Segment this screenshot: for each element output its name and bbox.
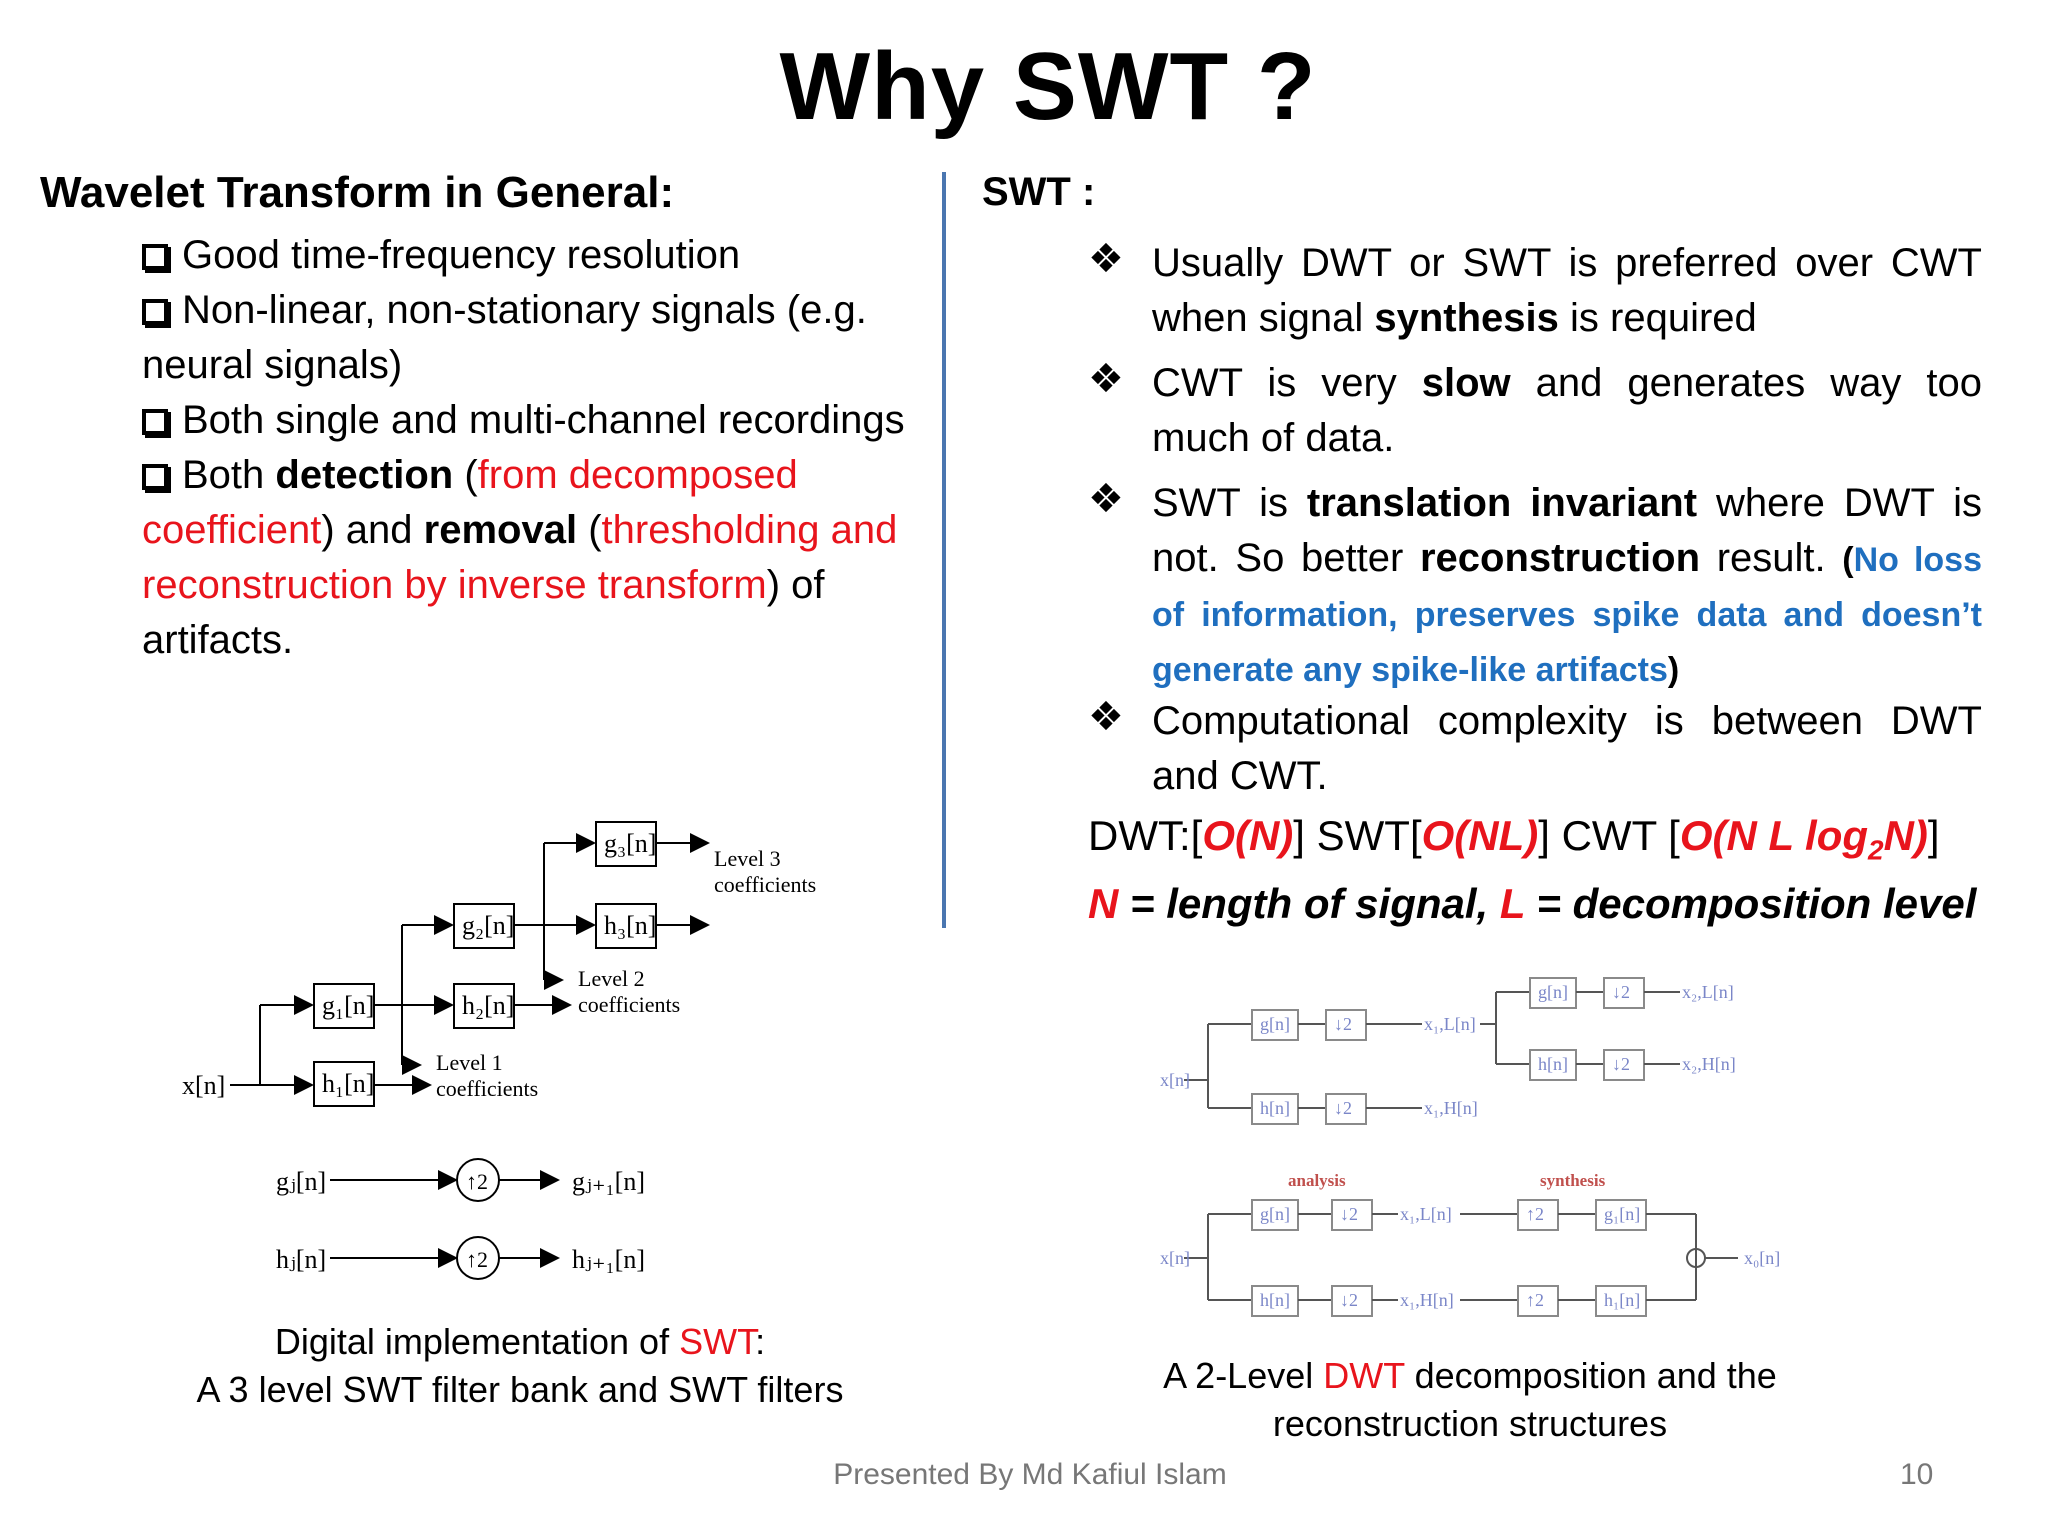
dwt-x1L-label: x₁,L[n] (1424, 1014, 1476, 1034)
dwt-x1H-label: x₁,H[n] (1400, 1290, 1454, 1310)
page-number: 10 (1900, 1458, 1934, 1491)
swt-filter-g1: g₁[n] (322, 991, 375, 1020)
level1-coeff-label: coefficients (436, 1076, 539, 1101)
swt-hj1-label: hⱼ₊₁[n] (572, 1245, 645, 1274)
diamond-bullet-icon: ❖ (1088, 477, 1124, 521)
upsample-icon: ↑2 (1526, 1204, 1544, 1224)
left-list (142, 228, 922, 668)
swt-filter-h1: h₁[n] (322, 1069, 375, 1098)
swt-filter-g2: g₂[n] (462, 911, 515, 940)
dwt-x0-label: x₀[n] (1744, 1248, 1781, 1268)
notation-legend: N = length of signal, L = decomposition level (1088, 880, 1977, 927)
downsample-icon: ↓2 (1334, 1014, 1352, 1034)
diamond-bullet-icon: ❖ (1088, 695, 1124, 739)
dwt-filter-g: g[n] (1260, 1204, 1290, 1224)
checkbox-icon (142, 299, 168, 325)
level2-label: Level 2 (578, 966, 645, 991)
level3-label: Level 3 (714, 846, 781, 871)
swt-gj1-label: gⱼ₊₁[n] (572, 1167, 645, 1196)
footer-presenter: Presented By Md Kafiul Islam (833, 1458, 1227, 1491)
dwt-decomposition-diagram (1160, 960, 1810, 1340)
complexity-line: DWT:[O(N)] SWT[O(NL)] CWT [O(N L $\log_2N$)] (1088, 812, 1940, 866)
dwt-input-label: x[n] (1160, 1248, 1190, 1268)
dwt-x1L-label: x₁,L[n] (1400, 1204, 1452, 1224)
dwt-filter-h1: h₁[n] (1604, 1290, 1641, 1310)
dwt-filter-h: h[n] (1260, 1290, 1290, 1310)
swt-hj-label: hⱼ[n] (276, 1245, 327, 1274)
analysis-label: analysis (1288, 1171, 1346, 1190)
list-item: Good time-frequency resolution (142, 228, 922, 283)
swt-filter-bank-diagram (180, 800, 840, 1300)
downsample-icon: ↓2 (1340, 1204, 1358, 1224)
dwt-filter-g1: g₁[n] (1604, 1204, 1641, 1224)
dwt-x1H-label: x₁,H[n] (1424, 1098, 1478, 1118)
checkbox-icon (142, 409, 168, 435)
dwt-filter-h: h[n] (1260, 1098, 1290, 1118)
slide-title: Why SWT ? (779, 33, 1317, 140)
diamond-bullet-icon: ❖ (1088, 357, 1124, 401)
swt-filter-g3: g₃[n] (604, 829, 657, 858)
swt-filter-h2: h₂[n] (462, 991, 515, 1020)
swt-gj-label: gⱼ[n] (276, 1167, 327, 1196)
downsample-icon: ↓2 (1612, 1054, 1630, 1074)
checkbox-icon (142, 244, 168, 270)
dwt-filter-g: g[n] (1538, 982, 1568, 1002)
dwt-x2L-label: x₂,L[n] (1682, 982, 1734, 1002)
dwt-x2H-label: x₂,H[n] (1682, 1054, 1736, 1074)
dwt-filter-h: h[n] (1538, 1054, 1568, 1074)
dwt-input-label: x[n] (1160, 1070, 1190, 1090)
synthesis-label: synthesis (1540, 1171, 1606, 1190)
list-item: Both single and multi-channel recordings (142, 393, 922, 448)
upsample-icon: ↑2 (466, 1169, 488, 1194)
swt-filter-h3: h₃[n] (604, 911, 657, 940)
column-divider (942, 172, 946, 928)
swt-diagram-caption: Digital implementation of SWT: A 3 level SWT filter bank and SWT filters (196, 1321, 844, 1410)
level2-coeff-label: coefficients (578, 992, 681, 1017)
downsample-icon: ↓2 (1340, 1290, 1358, 1310)
dwt-filter-g: g[n] (1260, 1014, 1290, 1034)
dwt-diagram-caption: A 2-Level DWT decomposition and the reconstruction structures (1163, 1355, 1777, 1444)
right-heading: SWT : (982, 170, 1096, 214)
upsample-icon: ↑2 (1526, 1290, 1544, 1310)
checkbox-icon (142, 464, 168, 490)
left-heading: Wavelet Transform in General: (40, 168, 675, 217)
downsample-icon: ↓2 (1334, 1098, 1352, 1118)
diamond-bullet-icon: ❖ (1088, 237, 1124, 281)
level3-coeff-label: coefficients (714, 872, 817, 897)
list-item: Both detection (from decomposed coefficient) and removal (thresholding and reconstruction by inverse transform) of artifacts. (142, 453, 898, 662)
swt-input-label: x[n] (182, 1071, 226, 1100)
level1-label: Level 1 (436, 1050, 503, 1075)
upsample-icon: ↑2 (466, 1247, 488, 1272)
downsample-icon: ↓2 (1612, 982, 1630, 1002)
list-item: Non-linear, non-stationary signals (e.g. neural signals) (142, 288, 867, 387)
